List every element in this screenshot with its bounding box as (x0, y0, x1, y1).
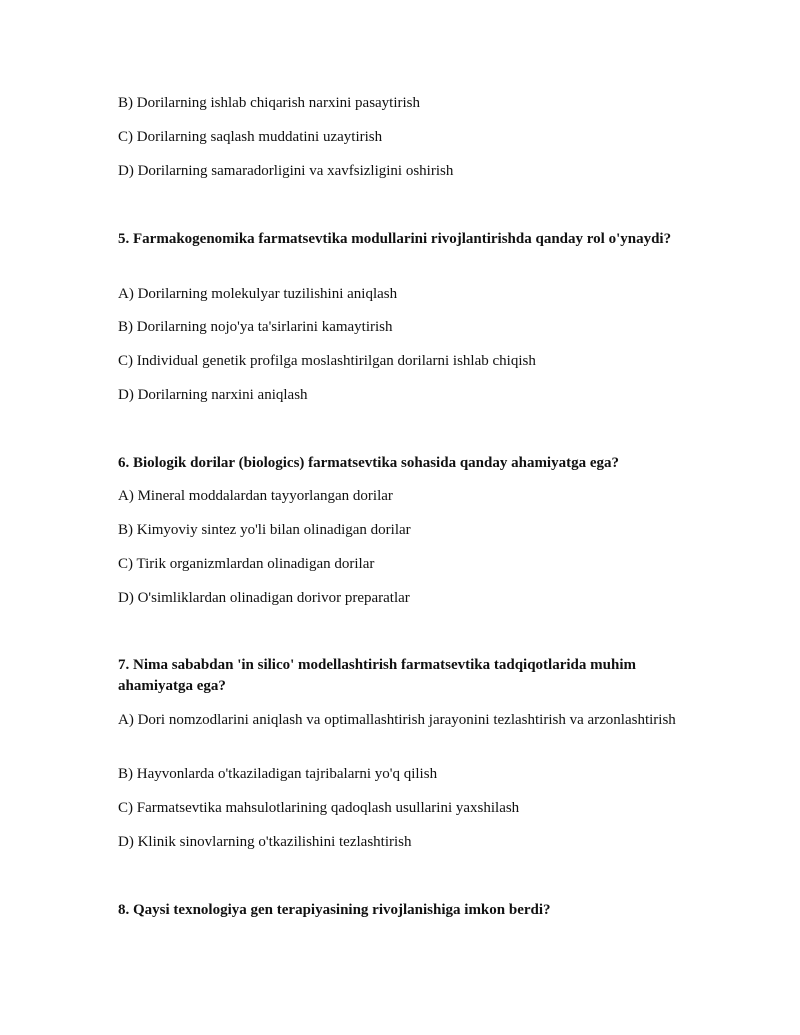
q8-question: 8. Qaysi texnologiya gen terapiyasining rivojlanishiga imkon berdi? (118, 902, 551, 918)
q6-option-d: D) O'simliklardan olinadigan dorivor preparatlar (118, 590, 410, 606)
q5-question: 5. Farmakogenomika farmatsevtika modullarini rivojlantirishda qanday rol o'ynaydi? (118, 231, 672, 247)
q7-question: 7. Nima sababdan 'in silico' modellashtirish farmatsevtika tadqiqotlarida muhim ahamiyatga ega? (118, 657, 636, 694)
q4-option-b: B) Dorilarning ishlab chiqarish narxini pasaytirish (118, 95, 421, 111)
q6-question: 6. Biologik dorilar (biologics) farmatsevtika sohasida qanday ahamiyatga ega? (118, 455, 620, 471)
q5-option-b: B) Dorilarning nojo'ya ta'sirlarini kamaytirish (118, 319, 393, 335)
q7-option-d: D) Klinik sinovlarning o'tkazilishini tezlashtirish (118, 834, 412, 850)
q6-option-a: A) Mineral moddalardan tayyorlangan dorilar (118, 488, 393, 504)
q4-option-c: C) Dorilarning saqlash muddatini uzaytirish (118, 129, 383, 145)
q5-option-d: D) Dorilarning narxini aniqlash (118, 387, 308, 403)
q6-option-c: C) Tirik organizmlardan olinadigan dorilar (118, 556, 375, 572)
q7-option-b: B) Hayvonlarda o'tkaziladigan tajribalarni yo'q qilish (118, 766, 438, 782)
q5-option-c: C) Individual genetik profilga moslashtirilgan dorilarni ishlab chiqish (118, 353, 536, 369)
q7-option-c: C) Farmatsevtika mahsulotlarining qadoqlash usullarini yaxshilash (118, 800, 520, 816)
q5-option-a: A) Dorilarning molekulyar tuzilishini aniqlash (118, 286, 398, 302)
q7-option-a: A) Dori nomzodlarini aniqlash va optimallashtirish jarayonini tezlashtirish va arzonlashtirish (118, 712, 676, 728)
q4-option-d: D) Dorilarning samaradorligini va xavfsizligini oshirish (118, 163, 454, 179)
q6-option-b: B) Kimyoviy sintez yo'li bilan olinadigan dorilar (118, 522, 411, 538)
